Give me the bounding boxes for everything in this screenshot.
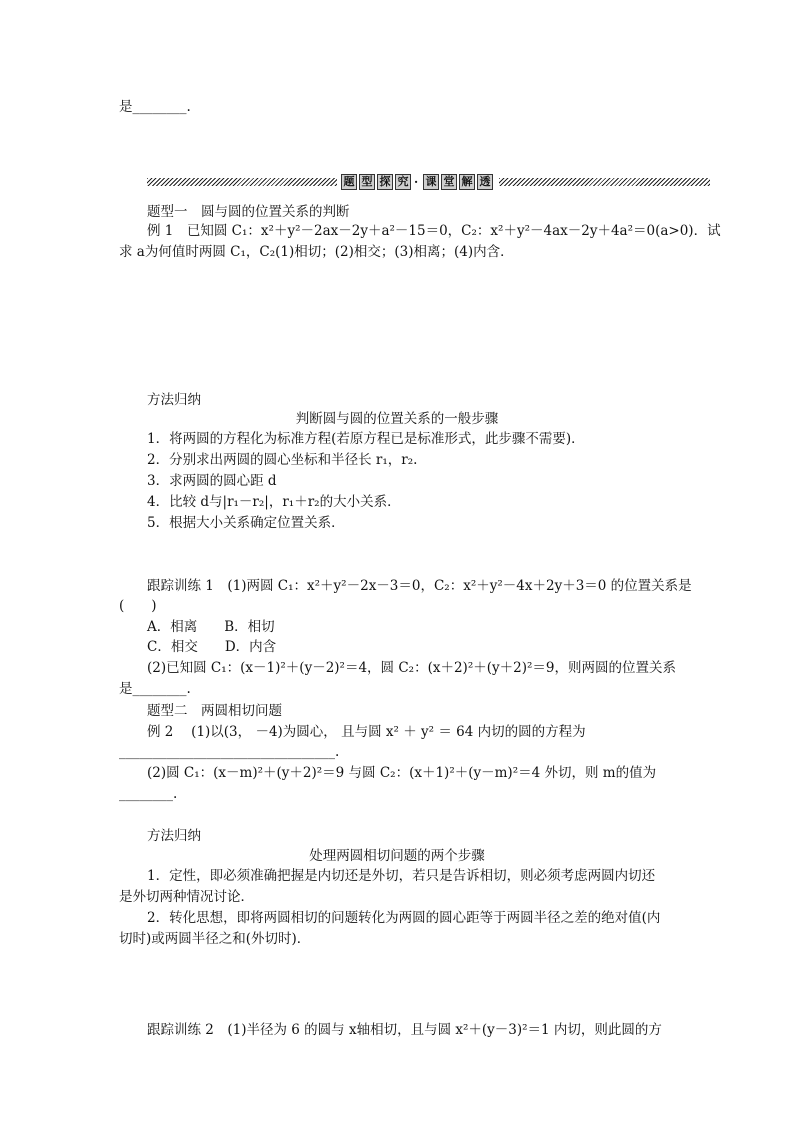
text-line: 2．转化思想，即将两圆相切的问题转化为两圆的圆心距等于两圆半径之差的绝对值(内 xyxy=(147,910,661,926)
subheading: 方法归纳 xyxy=(147,392,201,408)
text-line: ________. xyxy=(119,786,178,802)
header-char: 课 xyxy=(423,174,439,190)
header-dot: · xyxy=(414,175,419,189)
text-line: 5．根据大小关系确定位置关系． xyxy=(147,515,345,531)
header-char: 探 xyxy=(377,174,393,190)
text-line: 是外切两种情况讨论． xyxy=(119,889,254,905)
subheading: 方法归纳 xyxy=(147,828,201,844)
header-char: 堂 xyxy=(441,174,457,190)
text-line: 2．分别求出两圆的圆心坐标和半径长 r₁，r₂. xyxy=(147,452,418,468)
header-char: 透 xyxy=(477,174,493,190)
text-line: 4．比较 d与|r₁－r₂|，r₁＋r₂的大小关系． xyxy=(147,494,401,510)
header-char: 解 xyxy=(459,174,475,190)
text-line: 1．将两圆的方程化为标准方程(若原方程已是标准形式，此步骤不需要)． xyxy=(147,431,585,447)
text-line: 1．定性，即必须准确把握是内切还是外切，若只是告诉相切，则必须考虑两圆内切还 xyxy=(147,868,656,884)
text-line: 例 1 已知圆 C₁：x²＋y²－2ax－2y＋a²－15＝0，C₂：x²＋y²－4ax－2y＋4a²＝0(a>0)．试 xyxy=(147,223,721,239)
text-line: (2)圆 C₁：(x－m)²＋(y＋2)²＝9 与圆 C₂：(x＋1)²＋(y－m)²＝4 外切，则 m的值为 xyxy=(147,765,657,781)
text-line: 例 2 (1)以(3， －4)为圆心， 且与圆 x² ＋ y² ＝ 64 内切的圆的方程为 xyxy=(147,724,586,740)
header-char: 究 xyxy=(395,174,411,190)
text-line: 3．求两圆的圆心距 d xyxy=(147,473,277,489)
text-line: 是________. xyxy=(119,99,191,115)
centered-title: 判断圆与圆的位置关系的一般步骤 xyxy=(295,411,499,427)
text-line: 求 a为何值时两圆 C₁，C₂(1)相切；(2)相交；(3)相离；(4)内含． xyxy=(119,244,514,260)
text-line: ________________________________. xyxy=(119,744,340,760)
text-line: 切时)或两圆半径之和(外切时)． xyxy=(119,931,311,947)
header-char: 型 xyxy=(359,174,375,190)
text-line: (2)已知圆 C₁：(x－1)²＋(y－2)²＝4，圆 C₂：(x＋2)²＋(y＋2)²＝9，则两圆的位置关系 xyxy=(147,660,676,676)
section-title: 题型二 两圆相切问题 xyxy=(147,703,282,719)
header-char: 题 xyxy=(341,174,357,190)
text-line: 跟踪训练 2 (1)半径为 6 的圆与 x轴相切，且与圆 x²＋(y－3)²＝1 内切，则此圆的方 xyxy=(147,1022,662,1038)
option-line: A．相离 B．相切 xyxy=(147,619,275,635)
section-title: 题型一 圆与圆的位置关系的判断 xyxy=(147,204,350,220)
section-header-bar xyxy=(147,174,710,190)
centered-title: 处理两圆相切问题的两个步骤 xyxy=(309,848,485,864)
text-line: ( ) xyxy=(119,598,157,614)
text-line: 是________. xyxy=(119,681,191,697)
hatch-right xyxy=(499,178,710,186)
option-line: C．相交 D．内含 xyxy=(147,639,277,655)
hatch-left xyxy=(147,178,337,186)
text-line: 跟踪训练 1 (1)两圆 C₁：x²＋y²－2x－3＝0，C₂：x²＋y²－4x＋2y＋3＝0 的位置关系是 xyxy=(147,578,692,594)
